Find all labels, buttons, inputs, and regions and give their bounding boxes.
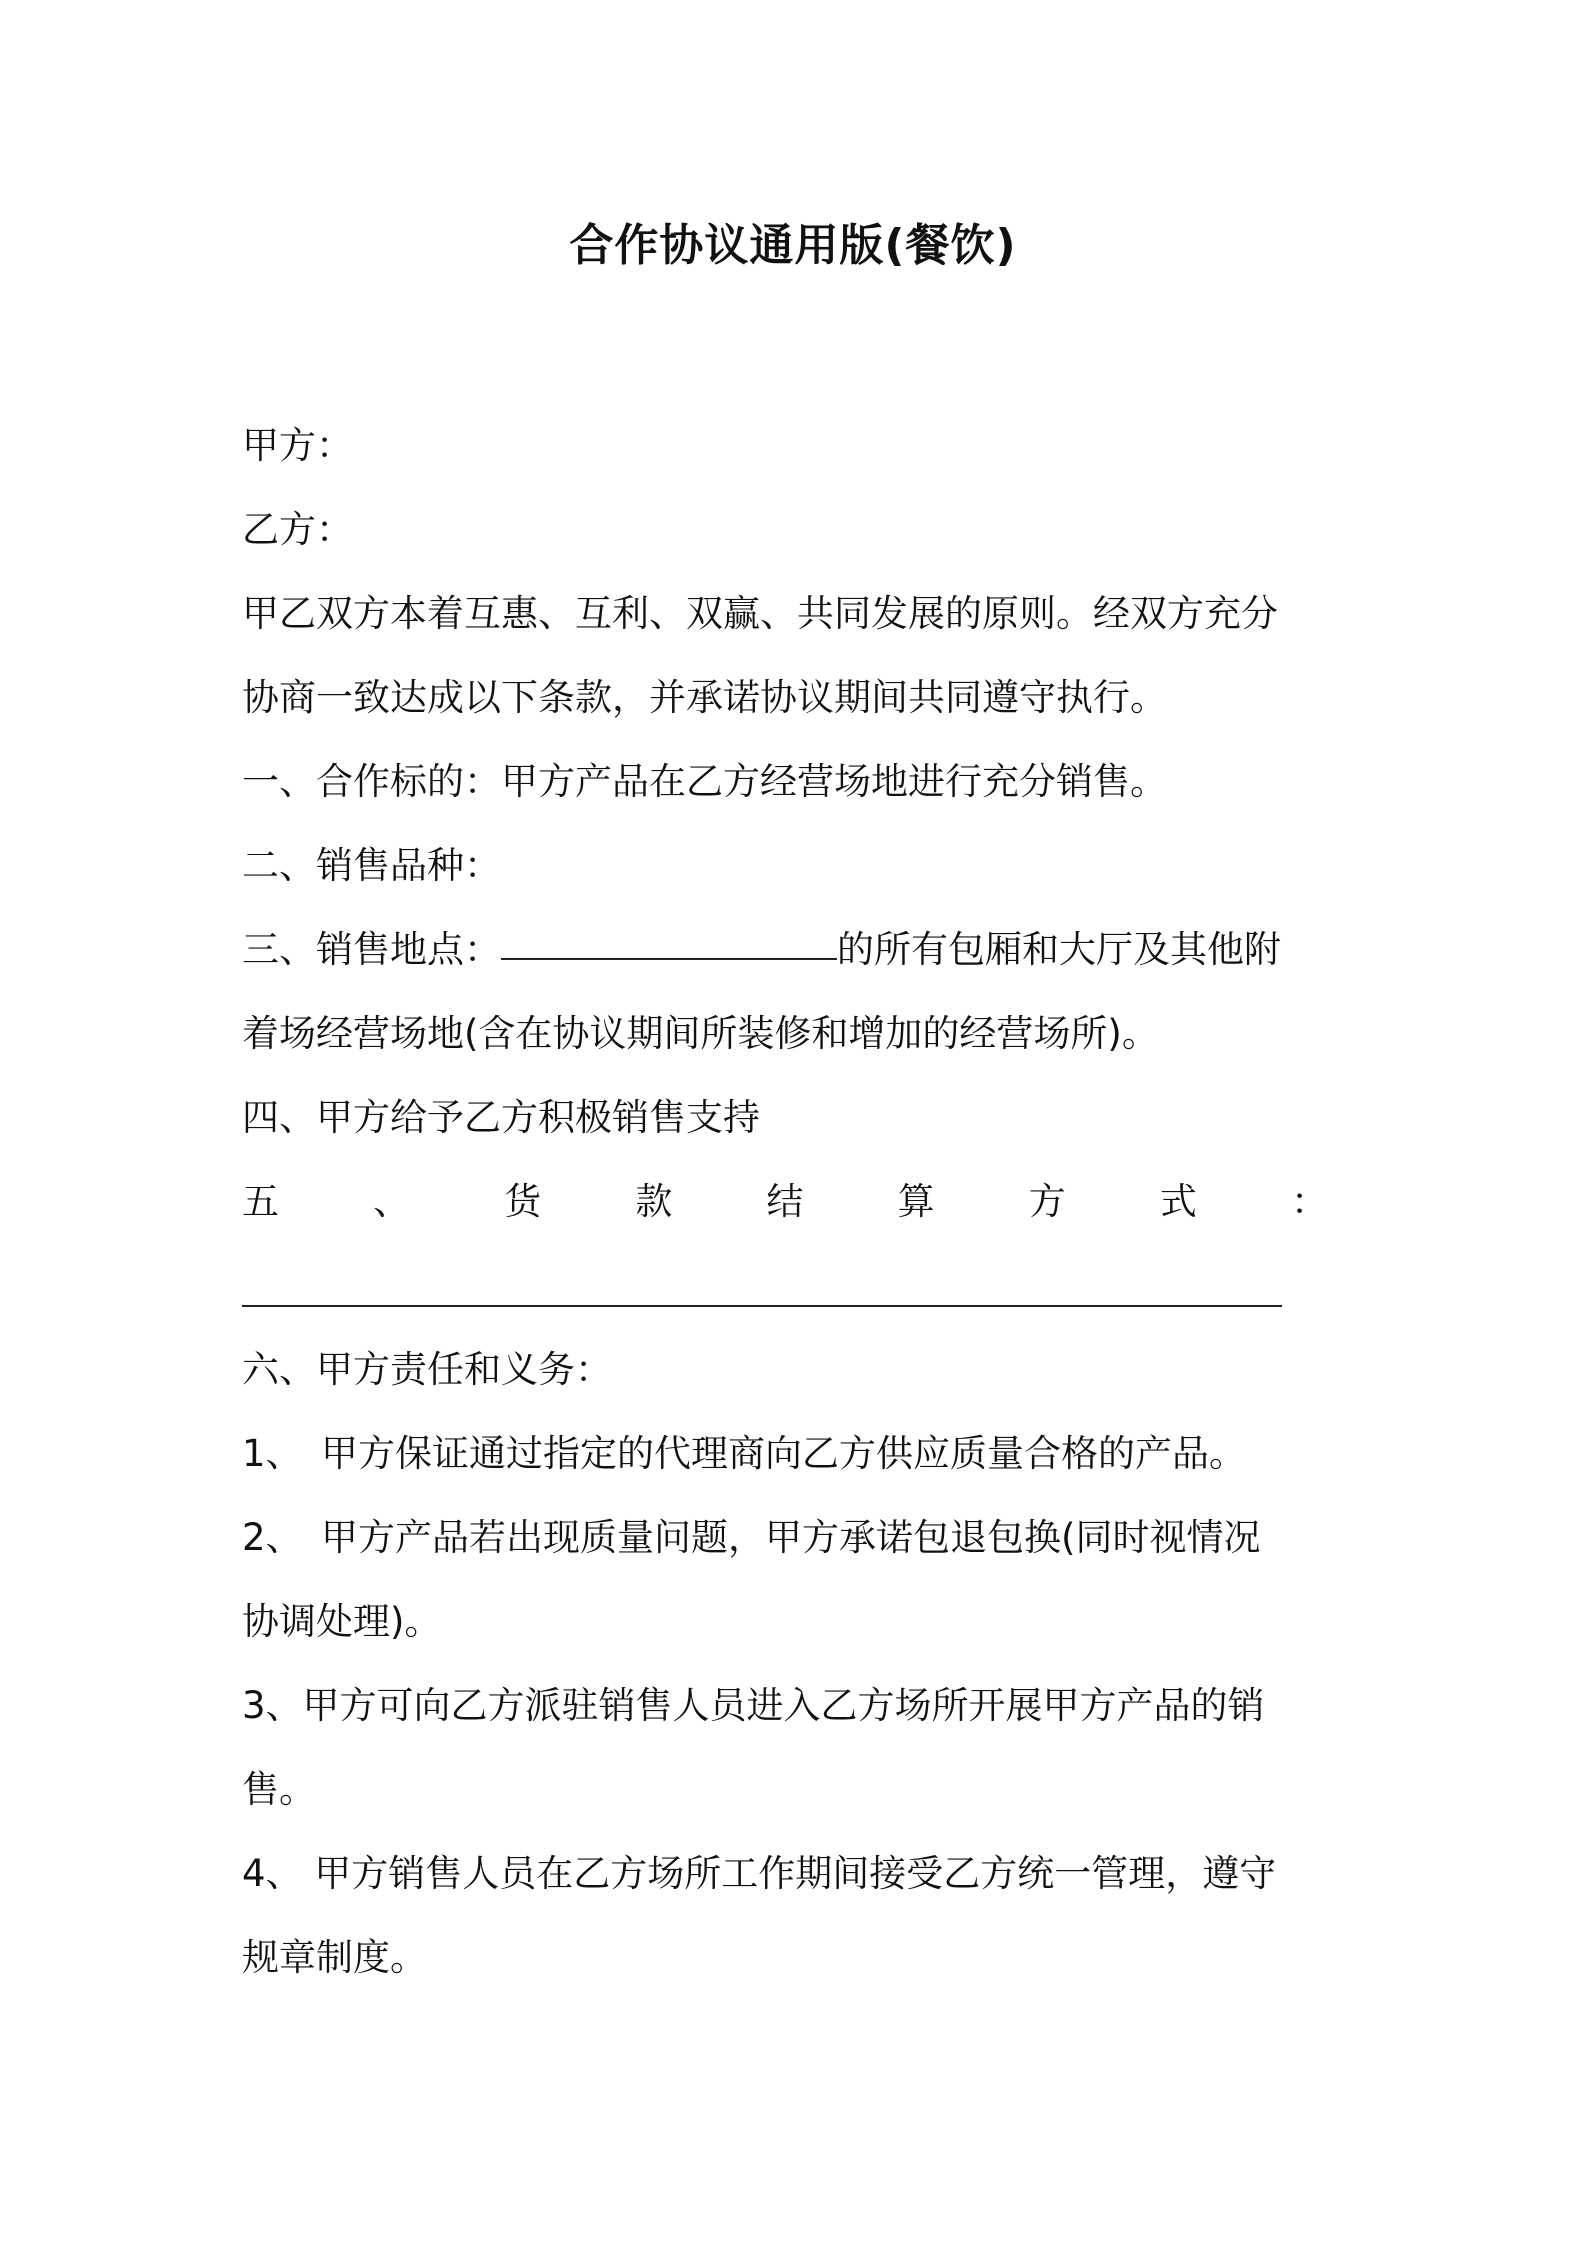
item-2-continuation: 协调处理)。 xyxy=(242,1600,442,1643)
clause-5-char: 方 xyxy=(1028,1180,1066,1223)
clause-5-char: ： xyxy=(1291,1180,1328,1223)
item-1: 1、 甲方保证通过指定的代理商向乙方供应质量合格的产品。 xyxy=(242,1432,1247,1475)
item-3-continuation: 售。 xyxy=(242,1768,316,1811)
clause-5-char: 、 xyxy=(373,1180,411,1223)
intro-line-2: 协商一致达成以下条款，并承诺协议期间共同遵守执行。 xyxy=(242,676,1167,719)
document-body xyxy=(242,404,1352,2000)
item-4-continuation: 规章制度。 xyxy=(242,1936,427,1979)
clause-5-char: 款 xyxy=(635,1180,673,1223)
clause-5-char: 算 xyxy=(897,1180,935,1223)
clause-4: 四、甲方给予乙方积极销售支持 xyxy=(242,1096,760,1139)
item-3: 3、甲方可向乙方派驻销售人员进入乙方场所开展甲方产品的销 xyxy=(242,1684,1265,1727)
clause-6: 六、甲方责任和义务： xyxy=(242,1348,612,1391)
party-b-label: 乙方： xyxy=(242,508,353,551)
clause-5-char: 结 xyxy=(766,1180,804,1223)
clause-3-suffix: 的所有包厢和大厅及其他附 xyxy=(837,928,1281,971)
document-title: 合作协议通用版(餐饮) xyxy=(569,220,1017,271)
payment-method-blank xyxy=(242,1244,1352,1328)
sales-location-blank xyxy=(501,908,837,960)
intro-line-1: 甲乙双方本着互惠、互利、双赢、共同发展的原则。经双方充分 xyxy=(242,592,1278,635)
clause-3 xyxy=(242,908,1352,992)
clause-2: 二、销售品种： xyxy=(242,844,501,887)
clause-3-prefix: 三、销售地点： xyxy=(242,928,501,971)
item-2: 2、 甲方产品若出现质量问题，甲方承诺包退包换(同时视情况 xyxy=(242,1516,1261,1559)
clause-5-char: 五 xyxy=(242,1180,279,1223)
clause-5-char: 货 xyxy=(504,1180,542,1223)
clause-1: 一、合作标的：甲方产品在乙方经营场地进行充分销售。 xyxy=(242,760,1167,803)
item-4: 4、 甲方销售人员在乙方场所工作期间接受乙方统一管理，遵守 xyxy=(242,1852,1277,1895)
clause-5-char: 式 xyxy=(1159,1180,1197,1223)
payment-method-rule xyxy=(242,1305,1282,1307)
party-a-label: 甲方： xyxy=(242,424,353,467)
clause-3-continuation: 着场经营场地(含在协议期间所装修和增加的经营场所)。 xyxy=(242,1012,1159,1055)
clause-5 xyxy=(242,1160,1328,1244)
